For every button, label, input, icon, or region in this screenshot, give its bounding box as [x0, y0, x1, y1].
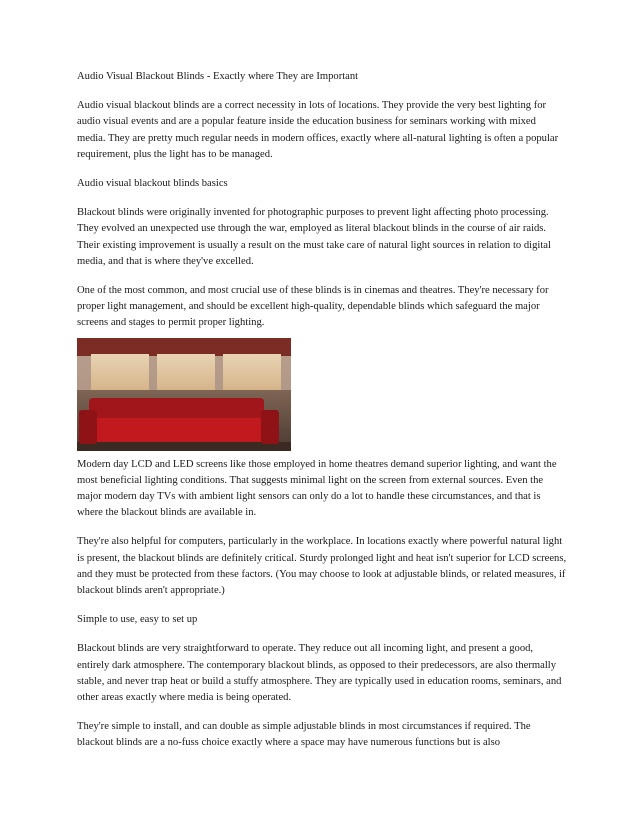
- document-body: [77, 69, 567, 765]
- room-photo: [77, 338, 291, 451]
- heading-basics: Audio visual blackout blinds basics: [77, 178, 228, 190]
- window-blind-middle: [157, 354, 215, 390]
- paragraph-computers: They're also helpful for computers, particularly in the workplace. In locations exactly where powerful natural light is present, the blackout blinds are definitely critical. Sturdy prolonged light and heat isn't superior for LCD screens, and they must be protected from these factors. (You may choose to look at adjustable blinds, or related measures, if blackout blinds aren't appropriate.): [77, 536, 567, 597]
- window-blind-left: [91, 354, 149, 390]
- paragraph-screens: Modern day LCD and LED screens like those employed in home theatres demand superior lighting, and want the most beneficial lighting conditions. That suggests minimal light on the screen from external sources. Even the major modern day TVs with ambient light sensors can only do a lot to handle these circumstances, and that is where the blackout blinds are available in.: [77, 458, 557, 519]
- heading-setup: Simple to use, easy to set up: [77, 614, 198, 626]
- paragraph-install: They're simple to install, and can double as simple adjustable blinds in most circumstances if required. The blackout blinds are a no-fuss choice exactly where a space may have numerous functions but is also: [77, 721, 531, 749]
- sofa-arm-left: [79, 410, 97, 444]
- document-title: Audio Visual Blackout Blinds - Exactly where They are Important: [77, 71, 359, 82]
- paragraph-history: Blackout blinds were originally invented for photographic purposes to prevent light affecting photo processing. They evolved an unexpected use through the war, employed as literal blackout blinds in the course of air raids. Their existing improvement is usually a result on the must take care of natural light sources in relation to digital media, and that is where they've excelled.: [77, 207, 551, 267]
- window-blind-right: [223, 354, 281, 390]
- red-sofa: [83, 418, 273, 442]
- room-floor: [77, 442, 291, 451]
- sofa-arm-right: [261, 410, 279, 444]
- paragraph-cinemas: One of the most common, and most crucial use of these blinds is in cinemas and theatres. They're necessary for proper light management, and should be excellent high-quality, dependable blinds which safeguard the major screens and stages to permit proper lighting.: [77, 285, 549, 329]
- paragraph-operation: Blackout blinds are very straightforward to operate. They reduce out all incoming light, and present a good, entirely dark atmosphere. The contemporary blackout blinds, as opposed to their predecessors, are also thermally stable, and never trap heat or build a stuffy atmosphere. They are typically used in education rooms, seminars, and other areas exactly where media is being operated.: [77, 643, 562, 704]
- paragraph-intro: Audio visual blackout blinds are a correct necessity in lots of locations. They provide the very best lighting for audio visual events and are a popular feature inside the education business for seminars working with mixed media. They are pretty much regular needs in modern offices, exactly where all-natural lighting is often a popular requirement, plus the light has to be managed.: [77, 100, 559, 160]
